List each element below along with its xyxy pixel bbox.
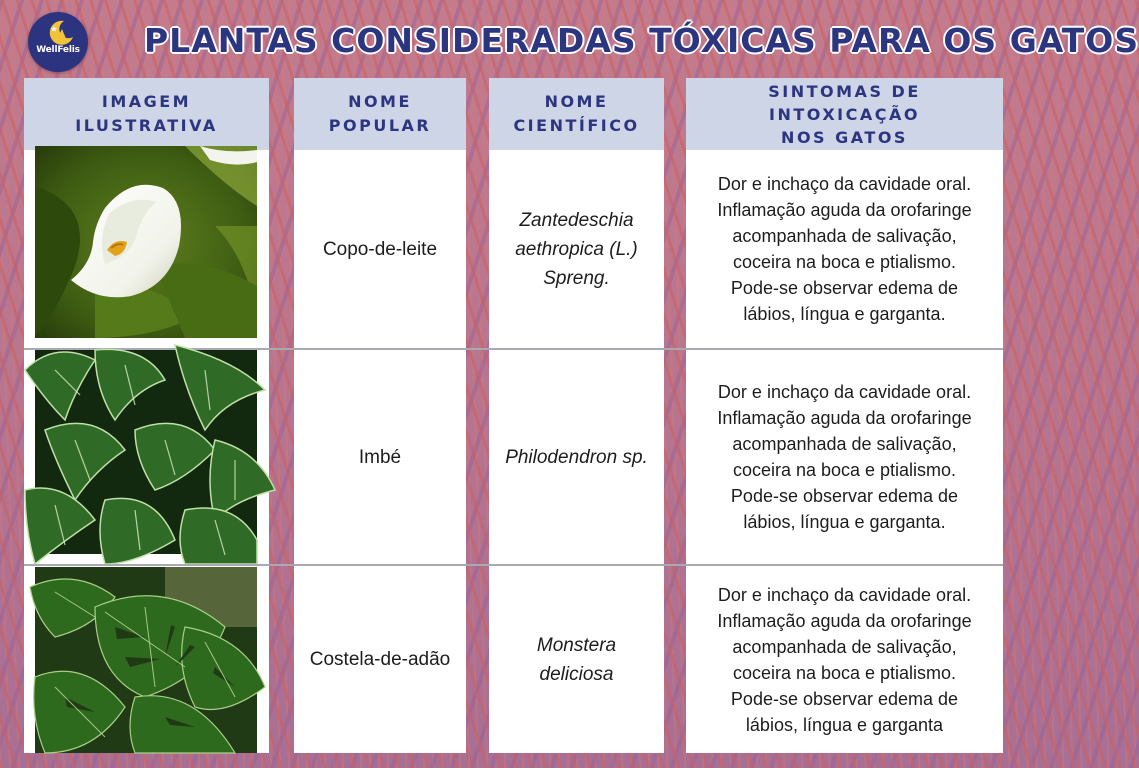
calla-lily-photo [35, 146, 257, 338]
symptom-line: Inflamação aguda da orofaringe [717, 610, 972, 631]
header-name-line: NOME [348, 92, 412, 111]
symptom-line: lábios, língua e garganta. [743, 304, 946, 324]
symptom-line: Dor e inchaço da cavidade oral. [717, 174, 972, 194]
popular-name-panel [294, 150, 466, 753]
header-scientific-line: NOME [544, 92, 609, 111]
scientific-name-line: Philodendron sp. [505, 446, 648, 468]
symptom-line: coceira na boca e ptialismo. [732, 662, 957, 683]
cat-moon-icon [28, 12, 88, 72]
image-panel [24, 150, 269, 753]
scientific-name-line: deliciosa [539, 663, 614, 685]
scientific-name-cell [489, 566, 664, 753]
symptom-line: Pode-se observar edema de [730, 278, 959, 298]
page-title: PLANTAS CONSIDERADAS TÓXICAS PARA OS GATOS [144, 21, 1139, 60]
symptom-line: Dor e inchaço da cavidade oral. [717, 382, 972, 402]
logo-wordmark: WellFelis [36, 45, 80, 55]
scientific-name-line: Zantedeschia [519, 209, 634, 231]
row-divider [24, 564, 269, 566]
header-symptoms-line: SINTOMAS DE [768, 81, 921, 101]
symptom-line: Inflamação aguda da orofaringe [717, 200, 972, 220]
scientific-name-line: aethropica (L.) [515, 238, 638, 260]
header-scientific-name [489, 78, 664, 150]
header-scientific-line: CIENTÍFICO [513, 116, 640, 135]
symptom-line: coceira na boca e ptialismo. [732, 252, 957, 272]
symptom-line: Inflamação aguda da orofaringe [717, 408, 972, 428]
column-scientific-name [489, 78, 664, 753]
popular-name-text: Imbé [358, 446, 402, 468]
monstera-photo [35, 567, 257, 753]
symptoms-cell [686, 566, 1003, 753]
symptom-line: coceira na boca e ptialismo. [732, 460, 957, 480]
column-image [24, 78, 269, 753]
scientific-name-panel [489, 150, 664, 753]
scientific-name-cell [489, 350, 664, 564]
wellfelis-logo [28, 12, 88, 72]
header-image-line: ILUSTRATIVA [75, 116, 218, 135]
header-symptoms [686, 78, 1003, 150]
symptom-line: lábios, língua e garganta [745, 714, 944, 735]
popular-name-cell [294, 150, 466, 348]
symptom-line: lábios, língua e garganta. [743, 512, 946, 532]
header-image [24, 78, 269, 150]
symptoms-cell [686, 350, 1003, 564]
philodendron-photo [35, 350, 257, 554]
popular-name-text: Copo-de-leite [322, 238, 438, 260]
symptoms-panel [686, 150, 1003, 753]
symptoms-cell [686, 150, 1003, 348]
symptom-line: Dor e inchaço da cavidade oral. [717, 584, 972, 605]
header-popular-name [294, 78, 466, 150]
scientific-name-line: Monstera [536, 634, 617, 656]
popular-name-cell [294, 566, 466, 753]
scientific-name-cell [489, 150, 664, 348]
header-symptoms-line: INTOXICAÇÃO [769, 104, 920, 124]
column-popular-name [294, 78, 466, 753]
scientific-name-line: Spreng. [543, 267, 610, 289]
symptom-line: acompanhada de salivação, [732, 636, 957, 657]
header-name-line: POPULAR [328, 116, 432, 135]
popular-name-text: Costela-de-adão [309, 649, 451, 670]
symptom-line: acompanhada de salivação, [732, 434, 957, 454]
header-symptoms-line: NOS GATOS [781, 127, 908, 147]
header-image-line: IMAGEM [101, 92, 192, 111]
symptom-line: Pode-se observar edema de [730, 486, 959, 506]
popular-name-cell [294, 350, 466, 564]
symptom-line: Pode-se observar edema de [730, 688, 959, 709]
column-symptoms [686, 78, 1003, 753]
symptom-line: acompanhada de salivação, [732, 226, 957, 246]
